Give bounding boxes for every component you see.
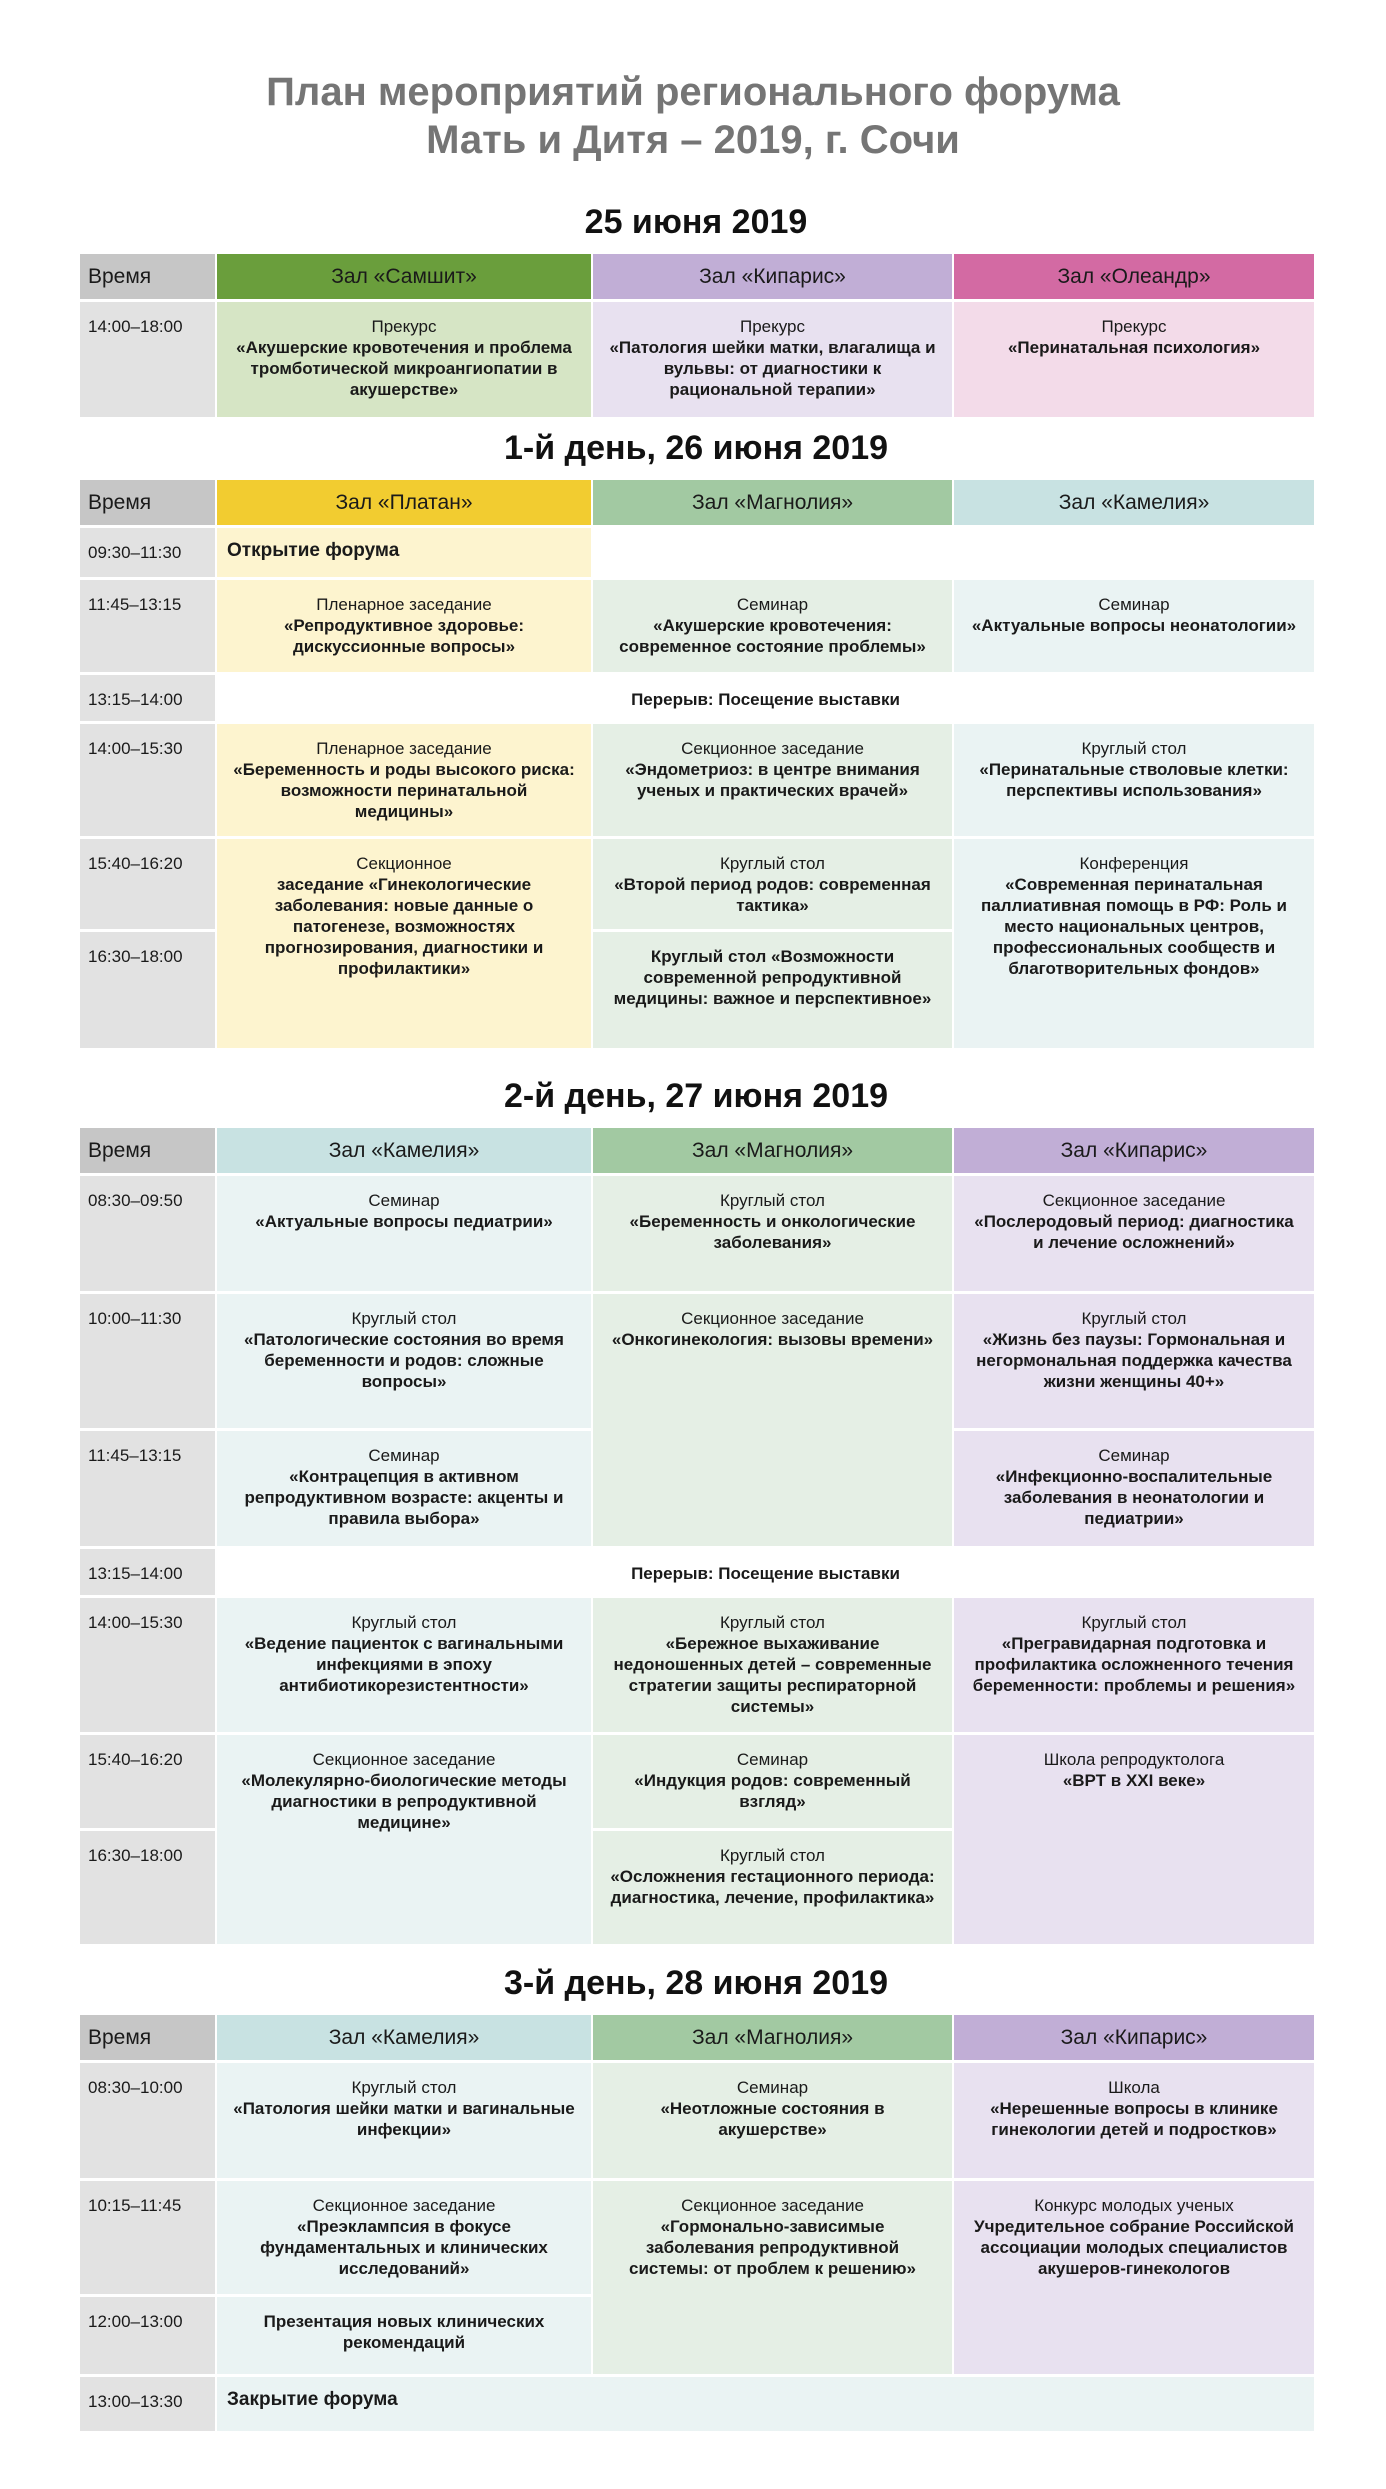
time-cell: 08:30–09:50 xyxy=(80,1176,215,1291)
hall-header-platan: Зал «Платан» xyxy=(217,480,591,525)
session-cell: Семинар «Инфекционно-воспалительные заболевания в неонатологии и педиатрии» xyxy=(954,1431,1314,1546)
time-cell: 15:40–16:20 xyxy=(80,1735,215,1828)
session-cell: Конференция «Современная перинатальная паллиативная помощь в РФ: Роль и место национальных центров, профессиональных сообществ и благотворительных фондов» xyxy=(954,839,1314,1048)
time-cell: 13:00–13:30 xyxy=(80,2377,215,2431)
session-cell: Секционное заседание «Послеродовый период: диагностика и лечение осложнений» xyxy=(954,1176,1314,1291)
time-cell: 15:40–16:20 xyxy=(80,839,215,929)
session-cell: Круглый стол «Патология шейки матки и вагинальные инфекции» xyxy=(217,2063,591,2178)
opening-cell: Открытие форума xyxy=(217,528,591,577)
hall-header-magnolia: Зал «Магнолия» xyxy=(593,480,952,525)
session-cell: Секционное заседание «Онкогинекология: вызовы времени» xyxy=(593,1294,952,1546)
session-cell: Прекурс «Перинатальная психология» xyxy=(954,302,1314,417)
time-cell: 09:30–11:30 xyxy=(80,528,215,577)
hall-header-kiparis: Зал «Кипарис» xyxy=(954,1128,1314,1173)
session-cell: Семинар «Индукция родов: современный взгляд» xyxy=(593,1735,952,1828)
session-cell: Круглый стол «Жизнь без паузы: Гормональная и негормональная поддержка качества жизни женщины 40+» xyxy=(954,1294,1314,1428)
time-cell: 11:45–13:15 xyxy=(80,1431,215,1546)
session-cell: Семинар «Акушерские кровотечения: современное состояние проблемы» xyxy=(593,580,952,672)
hall-header-magnolia: Зал «Магнолия» xyxy=(593,1128,952,1173)
session-cell: Школа репродуктолога «ВРТ в XXI веке» xyxy=(954,1735,1314,1944)
session-cell: Пленарное заседание «Репродуктивное здоровье: дискуссионные вопросы» xyxy=(217,580,591,672)
session-cell: Секционное заседание «Эндометриоз: в центре внимания ученых и практических врачей» xyxy=(593,724,952,836)
time-cell: 10:15–11:45 xyxy=(80,2181,215,2294)
time-cell: 12:00–13:00 xyxy=(80,2297,215,2374)
time-cell: 08:30–10:00 xyxy=(80,2063,215,2178)
session-cell: Круглый стол «Ведение пациенток с вагинальными инфекциями в эпоху антибиотикорезистентности» xyxy=(217,1598,591,1732)
time-cell: 10:00–11:30 xyxy=(80,1294,215,1428)
hall-header-samshit: Зал «Самшит» xyxy=(217,254,591,299)
session-cell: Секционное заседание «Молекулярно-биологические методы диагностики в репродуктивной медицине» xyxy=(217,1735,591,1944)
time-header: Время xyxy=(80,1128,215,1173)
session-cell: Секционное заседание «Гинекологические заболевания: новые данные о патогенезе, возможностях прогнозирования, диагностики и профилактики» xyxy=(217,839,591,1048)
session-cell: Прекурс «Акушерские кровотечения и проблема тромботической микроангиопатии в акушерстве» xyxy=(217,302,591,417)
session-cell: Пленарное заседание «Беременность и роды высокого риска: возможности перинатальной медицины» xyxy=(217,724,591,836)
schedule-table-day-3 xyxy=(80,2015,1312,2431)
break-cell: Перерыв: Посещение выставки xyxy=(631,690,900,709)
day-heading-2: 2-й день, 27 июня 2019 xyxy=(503,1077,889,1115)
time-cell: 13:15–14:00 xyxy=(80,675,215,721)
break-cell: Перерыв: Посещение выставки xyxy=(631,1564,900,1583)
schedule-table-day-1 xyxy=(80,480,1312,1048)
hall-header-magnolia: Зал «Магнолия» xyxy=(593,2015,952,2060)
empty-cell xyxy=(593,528,1314,577)
day-heading-3: 3-й день, 28 июня 2019 xyxy=(503,1964,889,2002)
hall-header-kamelia: Зал «Камелия» xyxy=(217,2015,591,2060)
session-cell: Круглый стол «Возможности современной репродуктивной медицины: важное и перспективное» xyxy=(593,932,952,1048)
day-heading-0: 25 июня 2019 xyxy=(584,203,808,241)
closing-cell: Закрытие форума xyxy=(217,2377,1314,2431)
session-cell: Прекурс «Патология шейки матки, влагалища и вульвы: от диагностики к рациональной терапии» xyxy=(593,302,952,417)
time-cell: 11:45–13:15 xyxy=(80,580,215,672)
schedule-table-day-2 xyxy=(80,1128,1312,1944)
session-cell: Круглый стол «Бережное выхаживание недоношенных детей – современные стратегии защиты респираторной системы» xyxy=(593,1598,952,1732)
session-cell: Семинар «Неотложные состояния в акушерстве» xyxy=(593,2063,952,2178)
session-cell: Круглый стол «Осложнения гестационного периода: диагностика, лечение, профилактика» xyxy=(593,1831,952,1944)
hall-header-oleandr: Зал «Олеандр» xyxy=(954,254,1314,299)
session-cell: Круглый стол «Второй период родов: современная тактика» xyxy=(593,839,952,929)
time-cell: 16:30–18:00 xyxy=(80,932,215,1048)
hall-header-kamelia: Зал «Камелия» xyxy=(954,480,1314,525)
session-cell: Конкурс молодых ученых Учредительное собрание Российской ассоциации молодых специалистов акушеров-гинекологов xyxy=(954,2181,1314,2374)
time-header: Время xyxy=(80,2015,215,2060)
title-line-1: План мероприятий регионального форума xyxy=(266,70,1120,114)
session-cell: Школа «Нерешенные вопросы в клинике гинекологии детей и подростков» xyxy=(954,2063,1314,2178)
session-cell: Семинар «Актуальные вопросы педиатрии» xyxy=(217,1176,591,1291)
page-title xyxy=(0,68,1386,164)
time-cell: 14:00–18:00 xyxy=(80,302,215,417)
session-cell: Секционное заседание «Гормонально-зависимые заболевания репродуктивной системы: от проблем к решению» xyxy=(593,2181,952,2374)
hall-header-kiparis: Зал «Кипарис» xyxy=(954,2015,1314,2060)
hall-header-kamelia: Зал «Камелия» xyxy=(217,1128,591,1173)
title-line-2: Мать и Дитя – 2019, г. Сочи xyxy=(426,118,960,162)
session-cell: Круглый стол «Прегравидарная подготовка и профилактика осложненного течения беременности: проблемы и решения» xyxy=(954,1598,1314,1732)
session-cell: Круглый стол «Перинатальные стволовые клетки: перспективы использования» xyxy=(954,724,1314,836)
time-cell: 14:00–15:30 xyxy=(80,1598,215,1732)
time-header: Время xyxy=(80,254,215,299)
time-cell: 16:30–18:00 xyxy=(80,1831,215,1944)
session-cell: Семинар «Актуальные вопросы неонатологии» xyxy=(954,580,1314,672)
session-cell: Презентация новых клинических рекомендаций xyxy=(217,2297,591,2374)
schedule-table-day-0 xyxy=(80,254,1312,417)
time-cell: 14:00–15:30 xyxy=(80,724,215,836)
session-cell: Круглый стол «Беременность и онкологические заболевания» xyxy=(593,1176,952,1291)
time-cell: 13:15–14:00 xyxy=(80,1549,215,1595)
session-cell: Семинар «Контрацепция в активном репродуктивном возрасте: акценты и правила выбора» xyxy=(217,1431,591,1546)
hall-header-kiparis: Зал «Кипарис» xyxy=(593,254,952,299)
day-heading-1: 1-й день, 26 июня 2019 xyxy=(503,429,889,467)
session-cell: Круглый стол «Патологические состояния во время беременности и родов: сложные вопросы» xyxy=(217,1294,591,1428)
session-cell: Секционное заседание «Преэклампсия в фокусе фундаментальных и клинических исследований» xyxy=(217,2181,591,2294)
time-header: Время xyxy=(80,480,215,525)
